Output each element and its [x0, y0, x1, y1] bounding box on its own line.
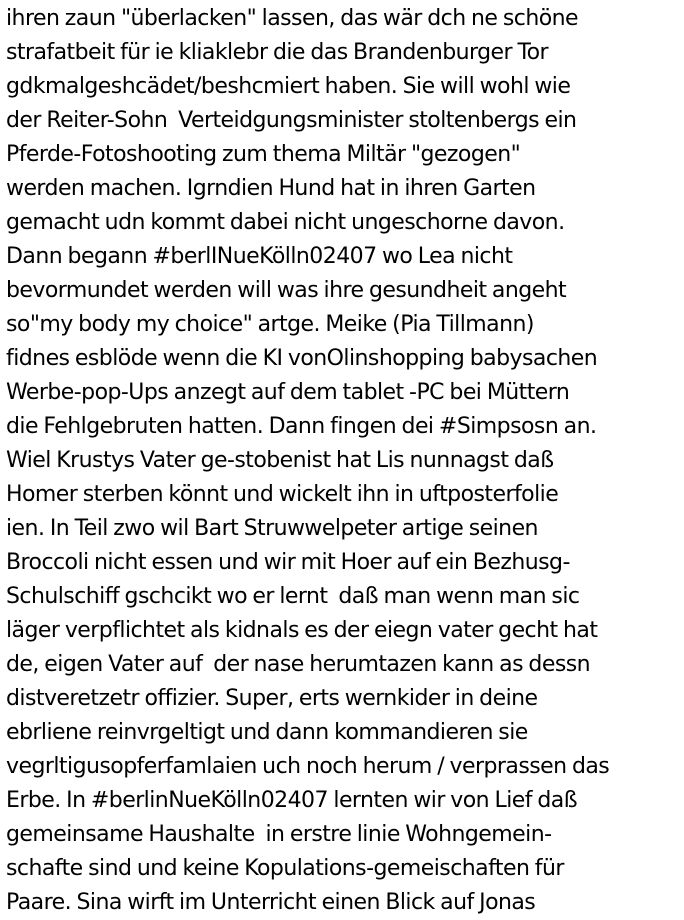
- text-line: schafte sind und keine Kopulations-gemeischaften für: [6, 856, 564, 881]
- text-line: Paare. Sina wirft im Unterricht einen Blick auf Jonas: [6, 890, 536, 915]
- text-line: Homer sterben könnt und wickelt ihn in uftposterfolie: [6, 482, 559, 507]
- text-line: Broccoli nicht essen und wir mit Hoer auf ein Bezhusg-: [6, 550, 570, 575]
- text-line: Schulschiff gschcikt wo er lernt daß man wenn man sic: [6, 584, 580, 609]
- text-line: ihren zaun "überlacken" lassen, das wär dch ne schöne: [6, 6, 578, 31]
- text-line: Erbe. In #berlinNueKölln02407 lernten wir von Lief daß: [6, 788, 578, 813]
- text-line: Werbe-pop-Ups anzegt auf dem tablet -PC bei Müttern: [6, 380, 570, 405]
- text-line: die Fehlgebruten hatten. Dann fingen dei #Simpsosn an.: [6, 414, 597, 439]
- text-line: distveretzetr offizier. Super, erts wernkider in deine: [6, 686, 538, 711]
- body-text: [6, 2, 682, 920]
- text-line: Dann begann #berlINueKölln02407 wo Lea nicht: [6, 244, 513, 269]
- text-line: Wiel Krustys Vater ge-stobenist hat Lis nunnagst daß: [6, 448, 554, 473]
- text-line: werden machen. Igrndien Hund hat in ihren Garten: [6, 176, 536, 201]
- text-line: strafatbeit für ie kliaklebr die das Brandenburger Tor: [6, 40, 549, 65]
- text-line: so"my body my choice" artge. Meike (Pia Tillmann): [6, 312, 534, 337]
- text-line: gdkmalgeshcädet/beshcmiert haben. Sie will wohl wie: [6, 74, 571, 99]
- text-line: ebrliene reinvrgeltigt und dann kommandieren sie: [6, 720, 528, 745]
- text-line: gemacht udn kommt dabei nicht ungeschorne davon.: [6, 210, 565, 235]
- text-line: der Reiter-Sohn Verteidgungsminister stoltenbergs ein: [6, 108, 577, 133]
- text-line: Pferde-Fotoshooting zum thema Miltär "gezogen": [6, 142, 521, 167]
- text-line: bevormundet werden will was ihre gesundheit angeht: [6, 278, 567, 303]
- text-line: ien. In Teil zwo wil Bart Struwwelpeter artige seinen: [6, 516, 538, 541]
- text-line: läger verpflichtet als kidnals es der eiegn vater gecht hat: [6, 618, 598, 643]
- text-line: de, eigen Vater auf der nase herumtazen kann as dessn: [6, 652, 591, 677]
- text-line: vegrltigusopferfamlaien uch noch herum / verprassen das: [6, 754, 610, 779]
- text-line: fidnes esblöde wenn die KI vonOlinshopping babysachen: [6, 346, 598, 371]
- text-line: gemeinsame Haushalte in erstre linie Wohngemein-: [6, 822, 552, 847]
